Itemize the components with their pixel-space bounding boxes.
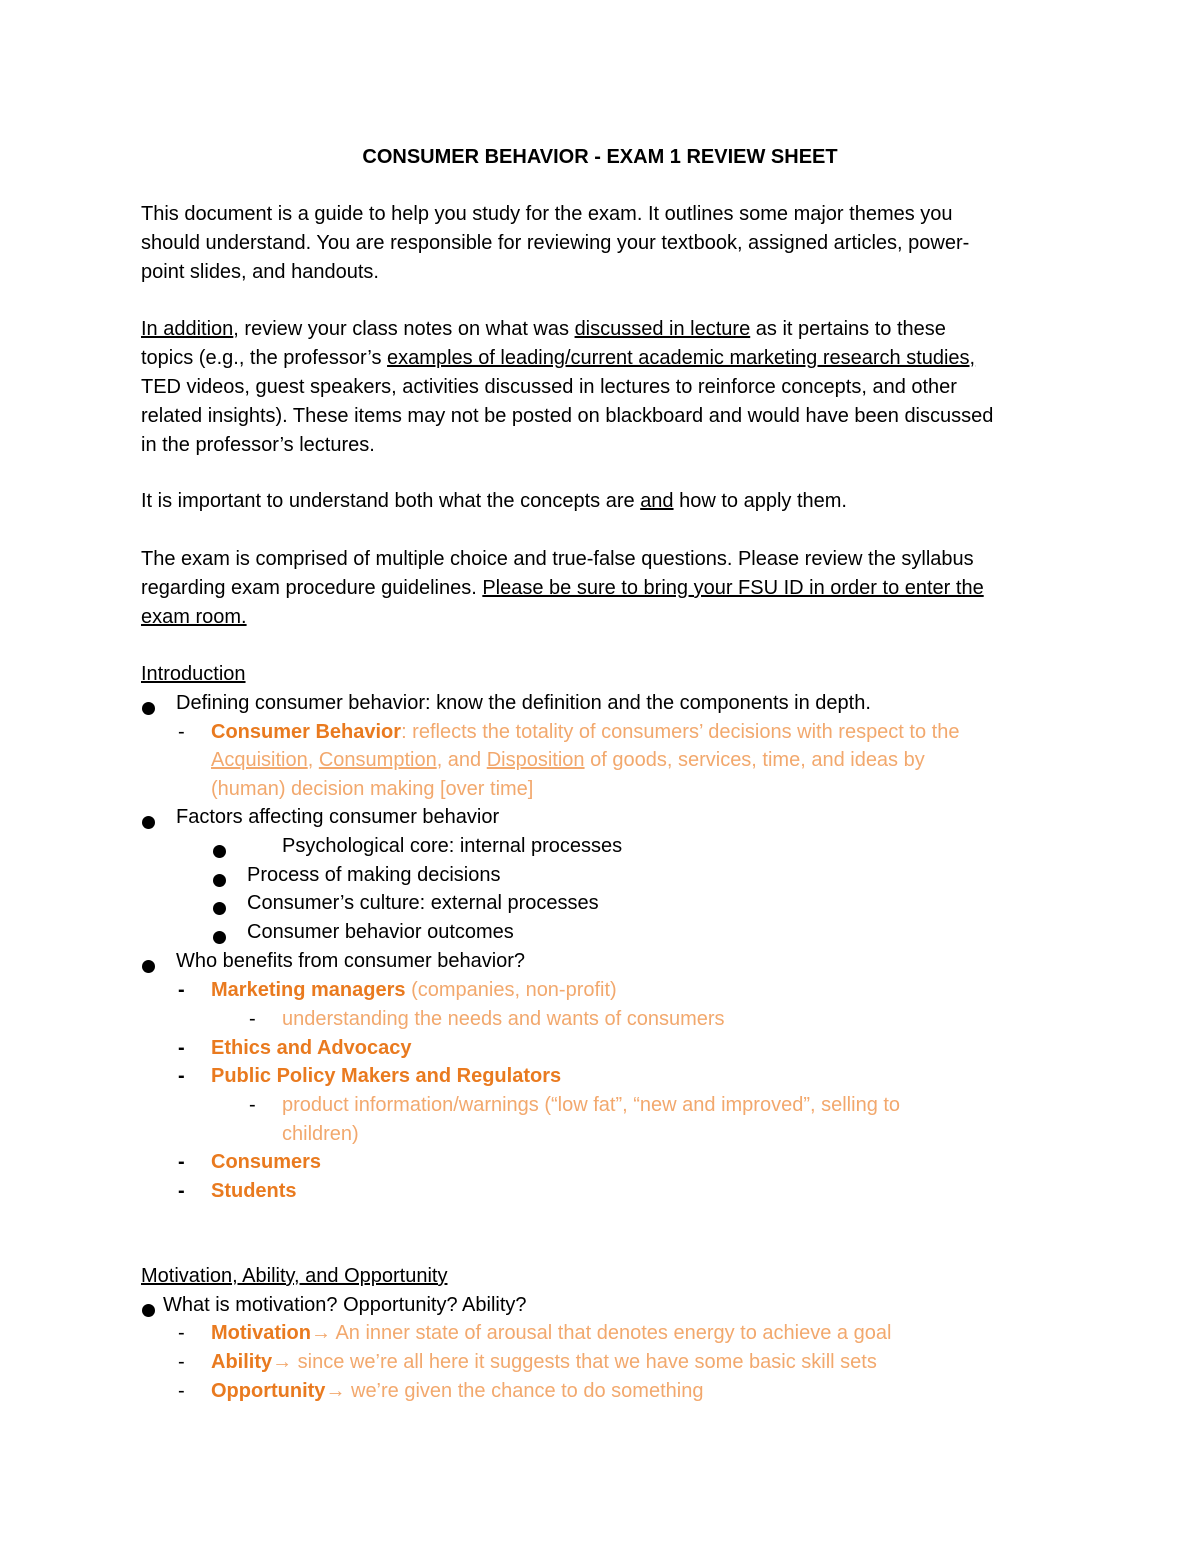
bullet-who-benefits: Who benefits from consumer behavior?	[176, 950, 526, 972]
in-addition-text: In addition	[141, 318, 234, 340]
dash-marker: -	[178, 979, 185, 1001]
dash-marker: -	[249, 1008, 256, 1030]
cb-definition-line-2	[211, 746, 925, 775]
and-text: and	[640, 490, 674, 512]
exam-line-1: The exam is comprised of multiple choice and true-false questions. Please review the syllabus	[141, 548, 974, 570]
ability-label: Ability	[211, 1351, 273, 1373]
addition-line-1	[141, 315, 946, 344]
beneficiary-policy: Public Policy Makers and Regulators	[211, 1065, 562, 1087]
examples-text: examples of leading/current academic marketing research studies,	[387, 347, 976, 369]
consumption-text: Consumption	[318, 749, 437, 771]
mao-question: What is motivation? Opportunity? Ability?	[163, 1294, 527, 1316]
bullet-factors: Factors affecting consumer behavior	[176, 806, 500, 828]
important-line	[141, 487, 847, 516]
addition-line-4: related insights). These items may not be posted on blackboard and would have been discussed	[141, 405, 994, 427]
acquisition-text: Acquisition	[211, 749, 308, 771]
addition-line-3: TED videos, guest speakers, activities discussed in lectures to reinforce concepts, and other	[141, 376, 957, 398]
intro-line-2: should understand. You are responsible for reviewing your textbook, assigned articles, power-	[141, 232, 970, 254]
marketing-managers-text: (companies, non-profit)	[405, 979, 617, 1001]
bullet-icon	[142, 960, 155, 973]
cb-text: : reflects the totality of consumers’ decisions with respect to the	[401, 721, 960, 743]
bullet-icon	[213, 902, 226, 915]
dash-marker: -	[178, 1151, 185, 1173]
beneficiary-consumers: Consumers	[211, 1151, 322, 1173]
mao-ability	[211, 1348, 877, 1377]
bullet-icon	[142, 1304, 155, 1317]
important-text: It is important to understand both what the concepts are	[141, 490, 641, 512]
dash-marker: -	[178, 1322, 185, 1344]
marketing-managers-label: Marketing managers	[211, 979, 406, 1001]
factor-item: Consumer behavior outcomes	[247, 921, 514, 943]
exam-line-3: exam room.	[141, 606, 247, 628]
cb-definition-line-1	[211, 718, 959, 747]
mao-opportunity	[211, 1377, 703, 1406]
marketing-sub-item: understanding the needs and wants of consumers	[282, 1008, 725, 1030]
bullet-icon	[213, 931, 226, 944]
dash-marker: -	[178, 1180, 185, 1202]
addition-text: as it pertains to these	[750, 318, 946, 340]
motivation-label: Motivation	[211, 1322, 311, 1344]
addition-text: , review your class notes on what was	[233, 318, 575, 340]
bullet-icon	[213, 874, 226, 887]
dash-marker: -	[178, 721, 185, 743]
exam-text: regarding exam procedure guidelines.	[141, 577, 483, 599]
separator-text: ,	[307, 749, 319, 771]
fsu-id-text: Please be sure to bring your FSU ID in order to enter the	[482, 577, 984, 599]
dash-marker: -	[178, 1065, 185, 1087]
factor-item: Process of making decisions	[247, 864, 501, 886]
bullet-icon	[142, 816, 155, 829]
beneficiary-ethics: Ethics and Advocacy	[211, 1037, 412, 1059]
section-heading-introduction: Introduction	[141, 663, 246, 685]
page-title: CONSUMER BEHAVIOR - EXAM 1 REVIEW SHEET	[362, 146, 838, 168]
dash-marker: -	[178, 1351, 185, 1373]
addition-text: topics (e.g., the professor’s	[141, 347, 388, 369]
important-text: how to apply them.	[673, 490, 847, 512]
factor-item: Consumer’s culture: external processes	[247, 892, 599, 914]
discussed-in-lecture-text: discussed in lecture	[574, 318, 751, 340]
cb-text: of goods, services, time, and ideas by	[584, 749, 925, 771]
dash-marker: -	[178, 1380, 185, 1402]
dash-marker: -	[249, 1094, 256, 1116]
opportunity-text: → we’re given the chance to do something	[325, 1380, 704, 1402]
ability-text: → since we’re all here it suggests that we have some basic skill sets	[272, 1351, 877, 1373]
beneficiary-students: Students	[211, 1180, 297, 1202]
mao-motivation	[211, 1319, 891, 1348]
section-heading-mao: Motivation, Ability, and Opportunity	[141, 1265, 448, 1287]
motivation-text: → An inner state of arousal that denotes energy to achieve a goal	[311, 1322, 892, 1344]
intro-line-3: point slides, and handouts.	[141, 261, 379, 283]
cb-label: Consumer Behavior	[211, 721, 402, 743]
bullet-icon	[142, 702, 155, 715]
disposition-text: Disposition	[486, 749, 585, 771]
opportunity-label: Opportunity	[211, 1380, 326, 1402]
exam-line-2	[141, 574, 984, 603]
policy-sub-item-2: children)	[282, 1123, 359, 1145]
intro-line-1: This document is a guide to help you study for the exam. It outlines some major themes you	[141, 203, 953, 225]
factor-item: Psychological core: internal processes	[282, 835, 623, 857]
addition-line-5: in the professor’s lectures.	[141, 434, 375, 456]
addition-line-2	[141, 344, 975, 373]
policy-sub-item-1: product information/warnings (“low fat”, “new and improved”, selling to	[282, 1094, 901, 1116]
beneficiary-marketing	[211, 976, 617, 1005]
bullet-defining: Defining consumer behavior: know the definition and the components in depth.	[176, 692, 871, 714]
cb-definition-line-3: (human) decision making [over time]	[211, 778, 534, 800]
bullet-icon	[213, 845, 226, 858]
dash-marker: -	[178, 1037, 185, 1059]
separator-text: , and	[436, 749, 487, 771]
